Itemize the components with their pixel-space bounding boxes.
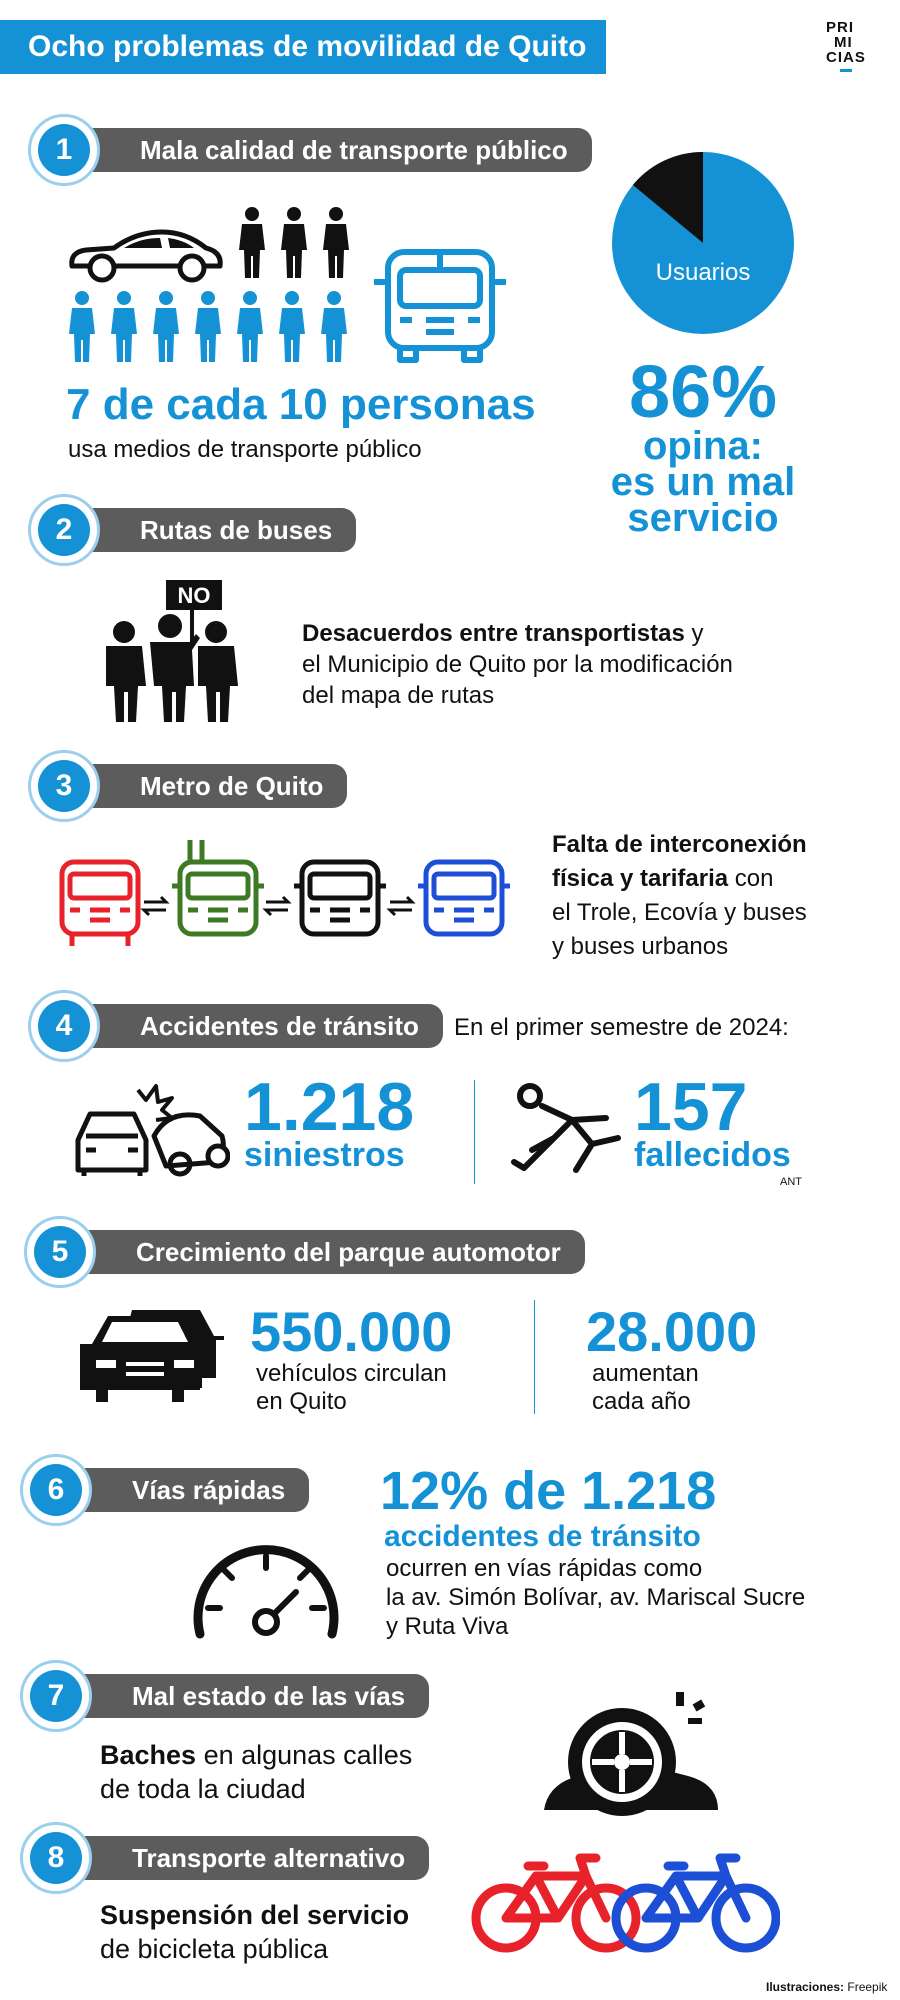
growth-text: aumentan cada año: [592, 1360, 699, 1415]
period-text: En el primer semestre de 2024:: [454, 1014, 789, 1041]
section-2-number: 2: [28, 494, 100, 566]
brand-logo: PRI MI CIAS: [826, 20, 886, 72]
bicycle-icon: [470, 1848, 780, 1958]
section-7-number: 7: [20, 1660, 92, 1732]
trolley-icon: [56, 836, 526, 948]
section-4-label: Accidentes de tránsito: [92, 1004, 443, 1048]
fast-roads-stat: 12% de 1.218: [380, 1461, 717, 1521]
section-1-label: Mala calidad de transporte público: [92, 128, 592, 172]
section-2-label: Rutas de buses: [92, 508, 356, 552]
section-4-number: 4: [28, 990, 100, 1062]
speedometer-icon: [186, 1530, 346, 1640]
svg-text:NO: NO: [177, 583, 211, 608]
section-7-text: Baches en algunas calles de toda la ciudad: [100, 1740, 413, 1804]
divider: [534, 1300, 535, 1414]
section-8-text: Suspensión del servicio de bicicleta pública: [100, 1900, 410, 1964]
growth-value: 28.000: [586, 1300, 758, 1363]
vehicles-text: vehículos circulan en Quito: [256, 1360, 447, 1415]
section-1-number: 1: [28, 114, 100, 186]
section-5-label: Crecimiento del parque automotor: [88, 1230, 585, 1274]
source-note: ANT: [780, 1176, 802, 1188]
protest-icon: [102, 580, 238, 722]
fatalities-value: 157: [634, 1069, 748, 1145]
bus-icon: [370, 246, 510, 366]
crash-icon: [68, 1070, 230, 1178]
opinion-text: opina: es un mal servicio: [610, 424, 796, 540]
section-8-number: 8: [20, 1822, 92, 1894]
pothole-wheel-icon: [538, 1684, 724, 1820]
illustration-credit: Ilustraciones: Freepik: [766, 1980, 888, 1994]
vehicles-value: 550.000: [250, 1300, 453, 1363]
page-title: Ocho problemas de movilidad de Quito: [0, 20, 606, 74]
section-3-text: Falta de interconexión física y tarifaria con el Trole, Ecovía y buses y buses urbanos: [552, 831, 807, 960]
section-3-label: Metro de Quito: [92, 764, 347, 808]
pedestrian-fall-icon: [508, 1080, 628, 1180]
fast-roads-sub: accidentes de tránsito: [384, 1520, 701, 1553]
stat-big: 7 de cada 10 personas: [66, 380, 536, 429]
stat-sub: usa medios de transporte público: [68, 436, 422, 463]
person-icon: [66, 290, 366, 362]
fast-roads-text: ocurren en vías rápidas como la av. Simón Bolívar, av. Mariscal Sucre y Ruta Viva: [386, 1555, 806, 1640]
section-6-number: 6: [20, 1454, 92, 1526]
person-icon: [236, 206, 356, 278]
section-6-label: Vías rápidas: [84, 1468, 309, 1512]
divider: [474, 1080, 475, 1184]
section-8-label: Transporte alternativo: [84, 1836, 429, 1880]
accidents-label: siniestros: [244, 1136, 405, 1174]
fatalities-label: fallecidos: [634, 1136, 791, 1174]
accidents-value: 1.218: [244, 1069, 415, 1145]
section-2-text: Desacuerdos entre transportistas y el Municipio de Quito por la modificación del mapa de rutas: [302, 620, 733, 709]
opinion-percent: 86%: [628, 350, 778, 433]
pie-label: Usuarios: [655, 259, 751, 286]
car-icon: [66, 222, 226, 286]
pie-chart-icon: [610, 150, 796, 336]
section-5-number: 5: [24, 1216, 96, 1288]
section-7-label: Mal estado de las vías: [84, 1674, 429, 1718]
section-3-number: 3: [28, 750, 100, 822]
traffic-cars-icon: [80, 1300, 230, 1410]
